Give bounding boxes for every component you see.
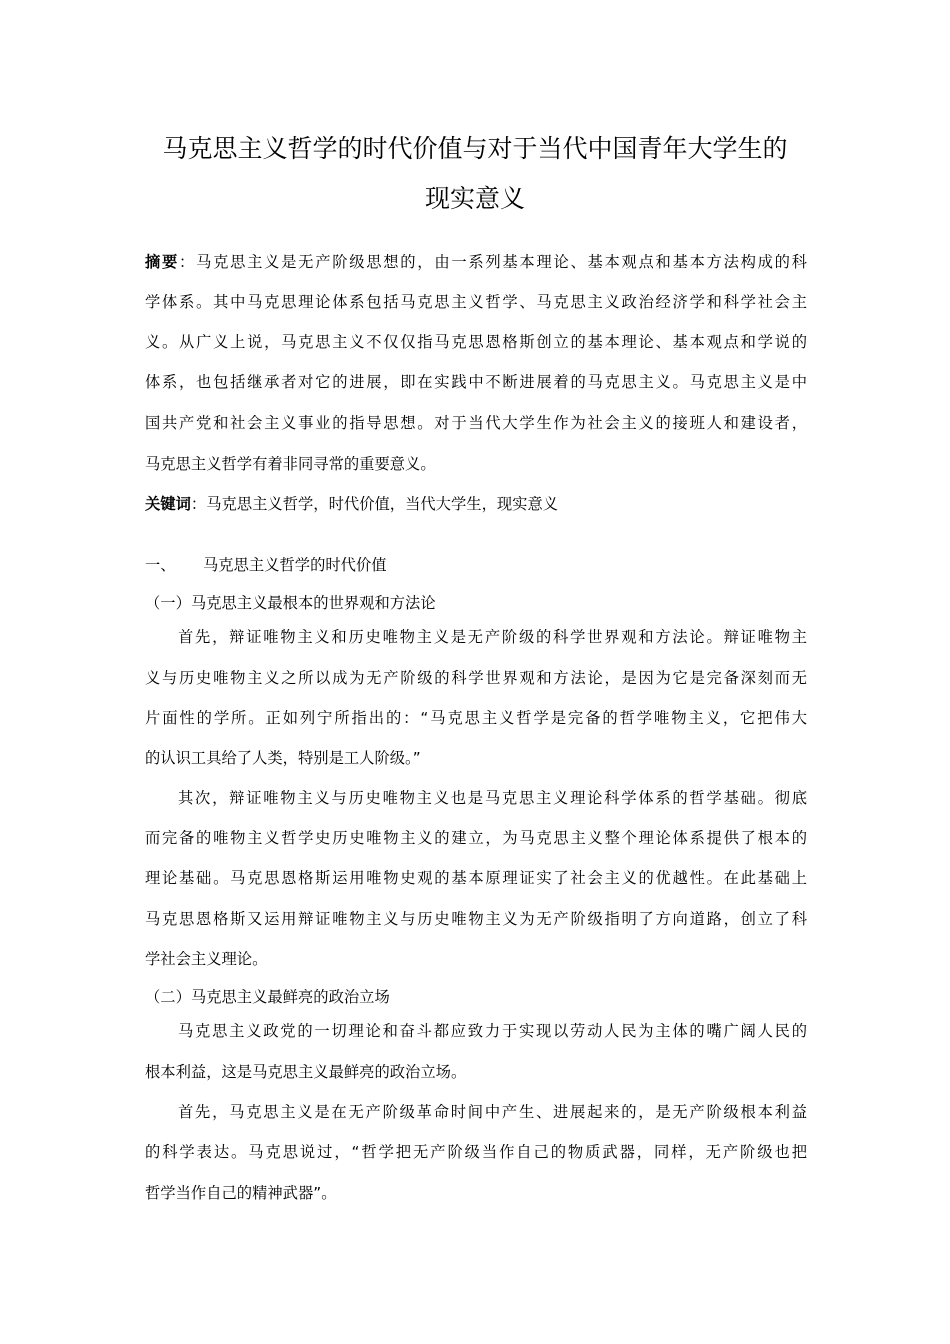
- document-title-line-1: 马克思主义哲学的时代价值与对于当代中国青年大学生的: [162, 134, 788, 163]
- section-title: 马克思主义哲学的时代价值: [203, 556, 387, 574]
- abstract-line-5: 国共产党和社会主义事业的指导思想。对于当代大学生作为社会主义的接班人和建设者，: [145, 414, 807, 432]
- abstract-separator: ：: [179, 253, 197, 271]
- paragraph-3-line-1: 马克思主义政党的一切理论和奋斗都应致力于实现以劳动人民为主体的嘴广阔人民的: [178, 1022, 807, 1040]
- keywords-text: 马克思主义哲学，时代价值，当代大学生，现实意义: [206, 495, 559, 513]
- abstract-line-3: 义。从广义上说，马克思主义不仅仅指马克思恩格斯创立的基本理论、基本观点和学说的: [145, 333, 807, 351]
- section-heading-1: [145, 553, 807, 577]
- subsection-heading-1: （一）马克思主义最根本的世界观和方法论: [145, 594, 436, 612]
- abstract-label: 摘要: [145, 253, 180, 271]
- paragraph-2-line-2: 而完备的唯物主义哲学史历史唯物主义的建立，为马克思主义整个理论体系提供了根本的: [145, 829, 807, 847]
- keywords-label: 关键词: [145, 495, 191, 513]
- keywords-separator: ：: [190, 495, 207, 513]
- paragraph-1-line-2: 义与历史唯物主义之所以成为无产阶级的科学世界观和方法论，是因为它是完备深刻而无: [145, 669, 807, 687]
- section-number: 一、: [145, 556, 176, 574]
- paragraph-4-line-1: 首先，马克思主义是在无产阶级革命时间中产生、进展起来的，是无产阶级根本利益: [178, 1103, 807, 1121]
- paragraph-2-line-3: 理论基础。马克思恩格斯运用唯物史观的基本原理证实了社会主义的优越性。在此基础上: [145, 869, 807, 887]
- document-title-line-2: 现实意义: [424, 184, 525, 213]
- abstract-line-6: 马克思主义哲学有着非同寻常的重要意义。: [145, 455, 436, 473]
- paragraph-2-line-1: 其次，辩证唯物主义与历史唯物主义也是马克思主义理论科学体系的哲学基础。彻底: [178, 789, 807, 807]
- paragraph-1-line-3: 片面性的学所。正如列宁所指出的：“马克思主义哲学是完备的哲学唯物主义，它把伟大: [145, 709, 807, 727]
- paragraph-1-line-4: 的认识工具给了人类，特别是工人阶级。”: [145, 749, 421, 767]
- paragraph-3-line-2: 根本利益，这是马克思主义最鲜亮的政治立场。: [145, 1063, 467, 1081]
- paragraph-2-line-4: 马克思恩格斯又运用辩证唯物主义与历史唯物主义为无产阶级指明了方向道路，创立了科: [145, 910, 807, 928]
- subsection-heading-2: （二）马克思主义最鲜亮的政治立场: [145, 988, 390, 1006]
- paragraph-4-line-2: 的科学表达。马克思说过，“哲学把无产阶级当作自己的物质武器，同样，无产阶级也把: [145, 1143, 807, 1161]
- abstract-line-1: [145, 250, 807, 274]
- keywords-line: [145, 492, 807, 516]
- abstract-text: 马克思主义是无产阶级思想的，由一系列基本理论、基本观点和基本方法构成的科: [196, 253, 807, 271]
- paragraph-2-line-5: 学社会主义理论。: [145, 950, 268, 968]
- paragraph-1-line-1: 首先，辩证唯物主义和历史唯物主义是无产阶级的科学世界观和方法论。辩证唯物主: [178, 628, 807, 646]
- paragraph-4-line-3: 哲学当作自己的精神武器”。: [145, 1184, 337, 1202]
- abstract-line-4: 体系，也包括继承者对它的进展，即在实践中不断进展着的马克思主义。马克思主义是中: [145, 373, 807, 391]
- abstract-line-2: 学体系。其中马克思理论体系包括马克思主义哲学、马克思主义政治经济学和科学社会主: [145, 293, 807, 311]
